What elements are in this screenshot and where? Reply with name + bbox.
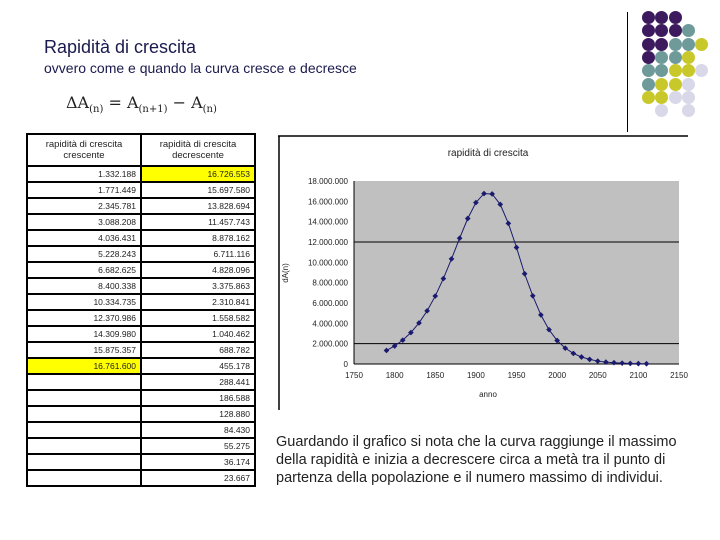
x-tick-label: 2100: [629, 371, 648, 380]
y-tick-label: 6.000.000: [312, 299, 348, 308]
table-row: [27, 294, 255, 310]
formula: [66, 93, 217, 115]
table-row: [27, 230, 255, 246]
y-tick-label: 14.000.000: [307, 217, 348, 227]
cell-crescente: [27, 374, 141, 390]
decor-dot: [642, 24, 655, 37]
decor-dot: [642, 11, 655, 24]
cell-decrescente: 288.441: [141, 374, 255, 390]
page-title: Rapidità di crescita: [44, 37, 197, 57]
table-row: [27, 406, 255, 422]
x-tick-label: 2050: [588, 371, 607, 380]
table-row: [27, 262, 255, 278]
cell-crescente: 1.771.449: [27, 182, 141, 198]
table-row: [27, 358, 255, 374]
cell-decrescente: 128.880: [141, 406, 255, 422]
header-crescente: rapidità di crescita crescente: [27, 134, 141, 166]
y-tick-label: 12.000.000: [307, 238, 348, 247]
decor-dot: [682, 24, 695, 37]
cell-decrescente: 3.375.863: [141, 278, 255, 294]
table-row: [27, 214, 255, 230]
page-subtitle: ovvero come e quando la curva cresce e decresce: [44, 60, 357, 76]
cell-decrescente: 186.588: [141, 390, 255, 406]
y-axis-label: dA(n): [281, 263, 290, 283]
cell-decrescente: 13.828.694: [141, 198, 255, 214]
x-tick-label: 2000: [548, 371, 567, 380]
decor-dot: [682, 104, 695, 117]
chart: [278, 135, 688, 410]
x-tick-label: 1750: [345, 371, 363, 380]
data-table: [26, 133, 256, 487]
decor-dot: [655, 91, 668, 104]
y-tick-label: 18.000.000: [307, 177, 348, 186]
cell-decrescente: 1.040.462: [141, 326, 255, 342]
table-row: [27, 374, 255, 390]
y-tick-label: 2.000.000: [312, 339, 348, 349]
cell-decrescente: 16.726.553: [141, 166, 255, 182]
cell-decrescente: 455.178: [141, 358, 255, 374]
decor-dot: [669, 24, 682, 37]
decor-dot: [642, 91, 655, 104]
cell-crescente: [27, 422, 141, 438]
y-tick-label: 0: [343, 360, 348, 369]
x-tick-label: 1950: [507, 371, 526, 380]
cell-decrescente: 11.457.743: [141, 214, 255, 230]
formula-sub: (n): [202, 104, 217, 116]
cell-decrescente: 15.697.580: [141, 182, 255, 198]
decor-dot: [669, 64, 682, 77]
cell-crescente: 6.682.625: [27, 262, 141, 278]
cell-decrescente: 55.275: [141, 438, 255, 454]
table-row: [27, 326, 255, 342]
decor-dot: [669, 38, 682, 51]
cell-crescente: 16.761.600: [27, 358, 141, 374]
cell-crescente: 15.875.357: [27, 342, 141, 358]
x-tick-label: 2150: [670, 371, 688, 380]
table-row: [27, 166, 255, 182]
cell-crescente: [27, 438, 141, 454]
cell-crescente: 4.036.431: [27, 230, 141, 246]
cell-decrescente: 4.828.096: [141, 262, 255, 278]
cell-crescente: [27, 406, 141, 422]
formula-minus: − A: [167, 93, 203, 112]
note-text: Guardando il grafico si nota che la curva raggiunge il massimo della rapidità e inizia a decrescere circa a metà tra il punto di partenza della popolazione e il numero massimo di individui.: [276, 434, 677, 486]
table-row: [27, 422, 255, 438]
cell-crescente: 2.345.781: [27, 198, 141, 214]
cell-crescente: 1.332.188: [27, 166, 141, 182]
cell-crescente: 3.088.208: [27, 214, 141, 230]
x-axis-label: anno: [479, 390, 497, 399]
cell-decrescente: 8.878.162: [141, 230, 255, 246]
cell-crescente: 14.309.980: [27, 326, 141, 342]
cell-decrescente: 23.667: [141, 470, 255, 486]
decor-dot: [682, 38, 695, 51]
table-row: [27, 246, 255, 262]
decor-dot: [642, 38, 655, 51]
plot-area: [354, 181, 679, 364]
decor-dot: [655, 64, 668, 77]
x-tick-label: 1850: [426, 371, 445, 380]
cell-crescente: [27, 454, 141, 470]
decor-dot: [695, 64, 708, 77]
decor-dot: [642, 78, 655, 91]
y-tick-label: 8.000.000: [312, 278, 348, 288]
cell-decrescente: 36.174: [141, 454, 255, 470]
chart-title: rapidità di crescita: [447, 148, 529, 159]
decor-dot: [655, 78, 668, 91]
table-row: [27, 182, 255, 198]
header-decrescente: rapidità di crescita decrescente: [141, 134, 255, 166]
decor-line: [627, 12, 628, 132]
cell-crescente: 12.370.986: [27, 310, 141, 326]
table-row: [27, 342, 255, 358]
cell-crescente: 8.400.338: [27, 278, 141, 294]
formula-sub: (n): [89, 104, 104, 116]
cell-crescente: 5.228.243: [27, 246, 141, 262]
decor-dot: [682, 64, 695, 77]
decor-dot: [655, 11, 668, 24]
decor-dot: [642, 51, 655, 64]
x-tick-label: 1800: [385, 371, 404, 380]
cell-crescente: [27, 390, 141, 406]
cell-decrescente: 688.782: [141, 342, 255, 358]
cell-decrescente: 84.430: [141, 422, 255, 438]
table-row: [27, 310, 255, 326]
decor-dot: [655, 104, 668, 117]
decor-dot: [682, 78, 695, 91]
decor-dot: [655, 24, 668, 37]
table-row: [27, 198, 255, 214]
decor-dot: [682, 91, 695, 104]
decor-dot: [669, 11, 682, 24]
cell-decrescente: 1.558.582: [141, 310, 255, 326]
decor-dot: [669, 78, 682, 91]
formula-lhs: ΔA: [66, 93, 90, 112]
table-row: [27, 470, 255, 486]
decor-dot: [642, 64, 655, 77]
decor-dot: [669, 51, 682, 64]
decor-dot: [695, 38, 708, 51]
y-tick-label: 16.000.000: [307, 197, 348, 207]
decor-dot: [655, 38, 668, 51]
cell-crescente: 10.334.735: [27, 294, 141, 310]
decor-dot: [655, 51, 668, 64]
cell-crescente: [27, 470, 141, 486]
decor-dot: [682, 51, 695, 64]
y-tick-label: 4.000.000: [312, 319, 348, 329]
table-row: [27, 438, 255, 454]
table-row: [27, 278, 255, 294]
cell-decrescente: 2.310.841: [141, 294, 255, 310]
formula-sub: (n+1): [138, 104, 168, 116]
decor-dot: [669, 91, 682, 104]
y-tick-label: 10.000.000: [307, 258, 348, 268]
x-tick-label: 1900: [466, 371, 485, 380]
formula-eq: = A: [103, 93, 139, 112]
cell-decrescente: 6.711.116: [141, 246, 255, 262]
table-row: [27, 454, 255, 470]
table-row: [27, 390, 255, 406]
